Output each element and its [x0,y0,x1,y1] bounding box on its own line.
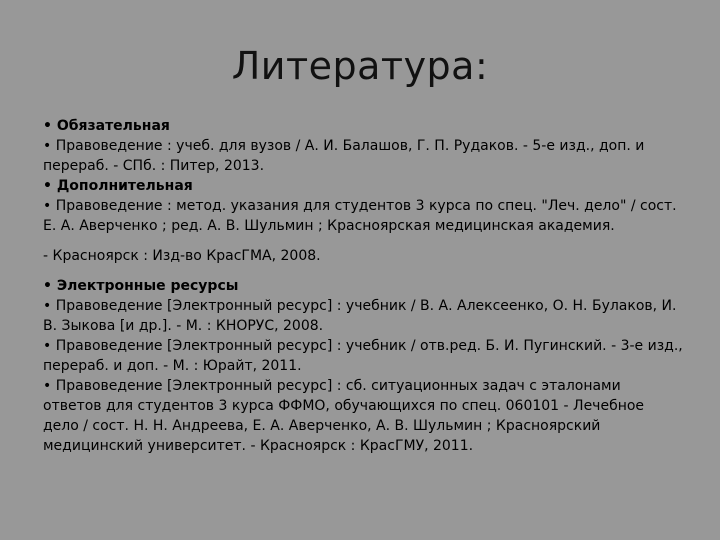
list-item-electronic-heading: • Электронные ресурсы [43,278,239,294]
list-item-additional-heading: • Дополнительная [43,178,193,194]
list-item: • Правоведение [Электронный ресурс] : учебник / отв.ред. Б. И. Пугинский. - 3-е изд., перераб. и доп. - М. : Юрайт, 2011. [43,338,683,374]
spacer [43,266,683,276]
literature-list [43,116,683,456]
list-item-required-heading: • Обязательная [43,118,170,134]
list-item: - Красноярск : Изд-во КрасГМА, 2008. [43,248,321,264]
slide-title: Литература: [231,44,489,88]
list-item: • Правоведение [Электронный ресурс] : сб. ситуационных задач с эталонами ответов для студентов 3 курса ФФМО, обучающихся по спец. 060101 - Лечебное дело / сост. Н. Н. Андреева, Е. А. Аверченко, А. В. Шульмин ; Красноярский медицинский университет. - Красноярск : КрасГМУ, 2011. [43,378,645,454]
spacer [43,236,683,246]
list-item: • Правоведение [Электронный ресурс] : учебник / В. А. Алексеенко, О. Н. Булаков, И. В. Зыкова [и др.]. - М. : КНОРУС, 2008. [43,298,677,334]
list-item: • Правоведение : учеб. для вузов / А. И. Балашов, Г. П. Рудаков. - 5-е изд., доп. и перераб. - СПб. : Питер, 2013. [43,138,645,174]
list-item: • Правоведение : метод. указания для студентов 3 курса по спец. "Леч. дело" / сост. Е. А. Аверченко ; ред. А. В. Шульмин ; Красноярская медицинская академия. [43,198,677,234]
